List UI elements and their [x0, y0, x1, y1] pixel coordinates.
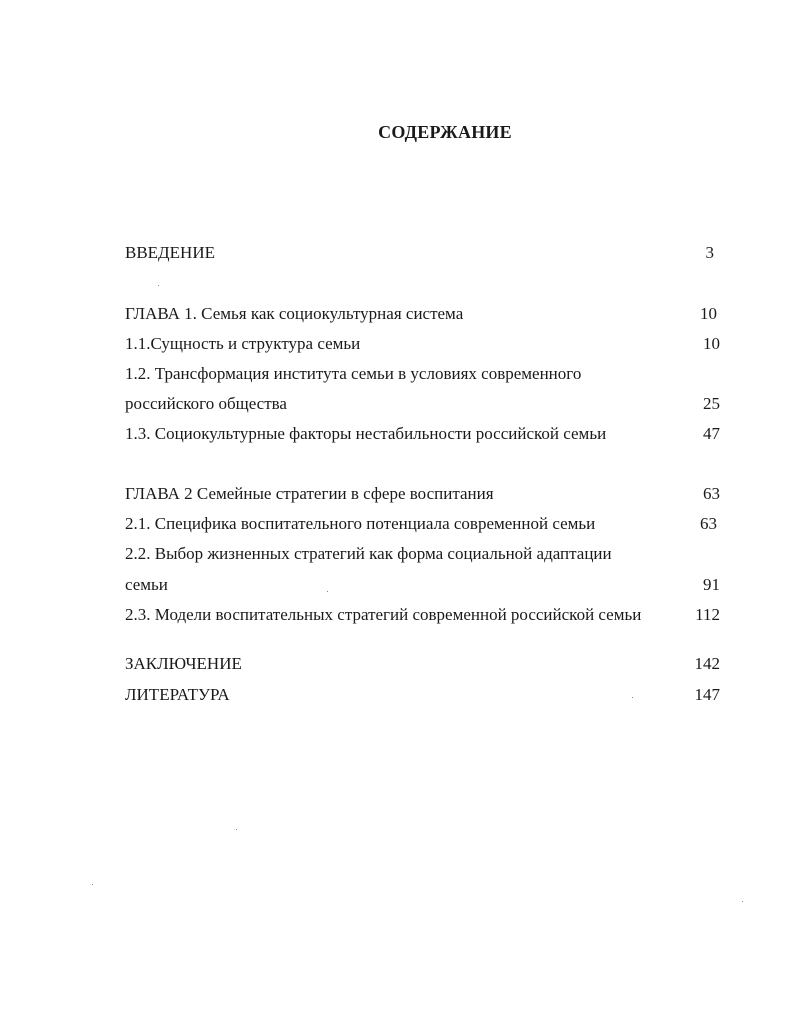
- toc-entry-page: 63: [703, 484, 720, 503]
- toc-entry-label: 1.1.Сущность и структура семьи: [125, 334, 361, 353]
- toc-entry-section-2-2-continued: [125, 573, 720, 597]
- toc-entry-section-1-3: [125, 422, 720, 446]
- toc-entry-introduction: [125, 241, 720, 265]
- toc-entry-label: 1.3. Социокультурные факторы нестабильности российской семьи: [125, 424, 607, 443]
- toc-entry-section-1-2-continued: [125, 392, 720, 416]
- toc-entry-chapter-2: [125, 482, 720, 506]
- scan-speck: [327, 591, 328, 592]
- toc-entry-label: ВВЕДЕНИЕ: [125, 243, 215, 262]
- toc-entry-label: ГЛАВА 1. Семья как социокультурная система: [125, 304, 464, 323]
- toc-entry-page: 3: [705, 243, 714, 262]
- toc-entry-page: 25: [703, 394, 720, 413]
- scan-speck: [742, 901, 743, 902]
- toc-entry-section-2-2: [125, 542, 720, 566]
- toc-entry-page: 47: [703, 424, 720, 443]
- toc-entry-label: ЗАКЛЮЧЕНИЕ: [125, 654, 242, 673]
- scan-speck: [236, 829, 237, 830]
- toc-entry-page: 63: [700, 514, 717, 533]
- toc-entry-label: 2.1. Специфика воспитательного потенциала современной семьи: [125, 514, 596, 533]
- toc-entry-label: ЛИТЕРАТУРА: [125, 685, 230, 704]
- toc-entry-page: 10: [703, 334, 720, 353]
- toc-entry-section-1-2: [125, 362, 720, 386]
- toc-entry-label: семьи: [125, 575, 168, 594]
- toc-entry-label: российского общества: [125, 394, 287, 413]
- toc-entry-page: 10: [700, 304, 717, 323]
- toc-entry-page: 91: [703, 575, 720, 594]
- page-title: СОДЕРЖАНИЕ: [378, 122, 512, 142]
- toc-entry-conclusion: [125, 652, 720, 676]
- toc-entry-page: 147: [694, 685, 720, 704]
- toc-entry-page: 112: [695, 605, 720, 624]
- toc-entry-label: 2.3. Модели воспитательных стратегий современной российской семьи: [125, 605, 642, 624]
- toc-entry-section-1-1: [125, 332, 720, 356]
- toc-entry-section-2-3: [125, 603, 720, 627]
- toc-entry-label: ГЛАВА 2 Семейные стратегии в сфере воспитания: [125, 484, 494, 503]
- toc-entry-label: 1.2. Трансформация института семьи в условиях современного: [125, 364, 582, 383]
- scan-speck: [158, 285, 159, 286]
- toc-entry-bibliography: [125, 683, 720, 707]
- toc-entry-chapter-1: [125, 302, 720, 326]
- scan-speck: [632, 697, 633, 698]
- scan-speck: [92, 884, 93, 885]
- toc-entry-section-2-1: [125, 512, 720, 536]
- toc-entry-label: 2.2. Выбор жизненных стратегий как форма социальной адаптации: [125, 544, 612, 563]
- toc-entry-page: 142: [694, 654, 720, 673]
